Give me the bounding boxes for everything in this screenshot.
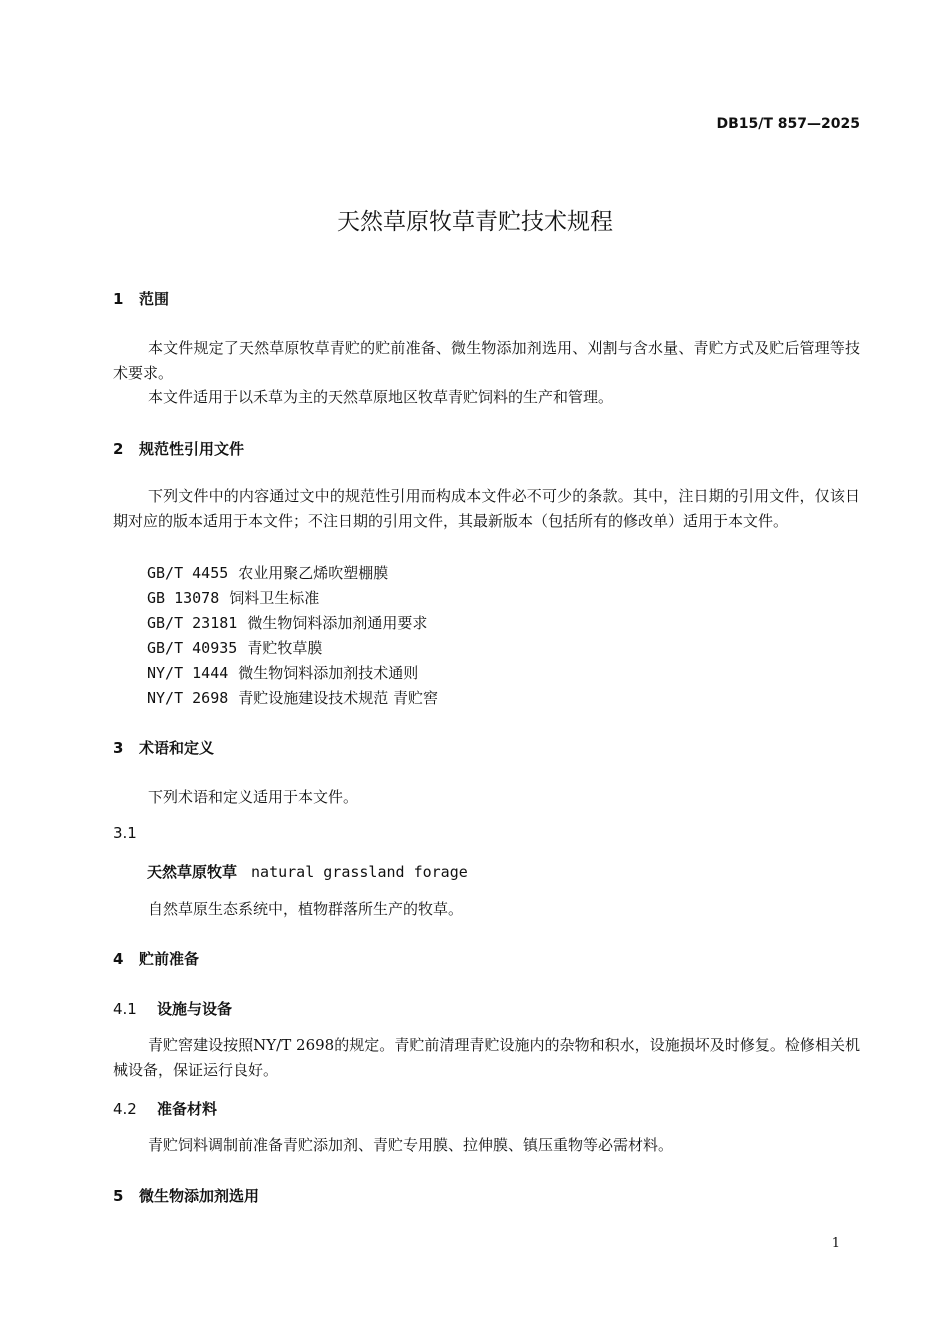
section-title: 术语和定义: [139, 739, 215, 757]
reference-code: NY/T 1444: [147, 664, 229, 682]
subsection-4-2-paragraph: 青贮饲料调制前准备青贮添加剂、青贮专用膜、拉伸膜、镇压重物等必需材料。: [148, 1136, 674, 1154]
term-entry: [147, 861, 468, 882]
subsection-number: 4.2: [113, 1100, 137, 1118]
reference-name: 微生物饲料添加剂通用要求: [247, 614, 428, 632]
section-number: 1: [113, 290, 124, 308]
reference-item: [147, 637, 322, 658]
subsection-4-2-heading: [113, 1098, 217, 1119]
section-1-heading: [113, 288, 169, 309]
page-number: 1: [831, 1236, 840, 1251]
section-3-heading: [113, 737, 214, 758]
subsection-title: 准备材料: [157, 1100, 218, 1118]
section-title: 规范性引用文件: [139, 440, 245, 458]
term-english: natural grassland forage: [251, 863, 468, 881]
reference-name: 青贮牧草膜: [247, 639, 323, 657]
section-2-heading: [113, 438, 244, 459]
subsection-4-1-paragraph: 青贮窖建设按照NY/T 2698的规定。青贮前清理青贮设施内的杂物和积水，设施损坏及时修复。检修相关机械设备，保证运行良好。: [113, 1036, 860, 1079]
section-1-paragraph-1: 本文件规定了天然草原牧草青贮的贮前准备、微生物添加剂选用、刈割与含水量、青贮方式及贮后管理等技术要求。: [113, 339, 860, 382]
reference-item: [147, 612, 427, 633]
reference-name: 微生物饲料添加剂技术通则: [238, 664, 419, 682]
subsection-title: 设施与设备: [157, 1000, 233, 1018]
reference-code: GB 13078: [147, 589, 220, 607]
reference-code: NY/T 2698: [147, 689, 229, 707]
document-title: 天然草原牧草青贮技术规程: [337, 209, 613, 235]
reference-code: GB/T 4455: [147, 564, 229, 582]
section-title: 范围: [139, 290, 170, 308]
reference-item: [147, 562, 388, 583]
reference-code: GB/T 23181: [147, 614, 238, 632]
reference-name: 青贮设施建设技术规范 青贮窖: [238, 689, 439, 707]
section-1-paragraph-2: 本文件适用于以禾草为主的天然草原地区牧草青贮饲料的生产和管理。: [148, 388, 614, 406]
section-number: 2: [113, 440, 124, 458]
reference-name: 饲料卫生标准: [229, 589, 320, 607]
section-5-heading: [113, 1185, 259, 1206]
subsection-number: 4.1: [113, 1000, 137, 1018]
section-2-paragraph-1: 下列文件中的内容通过文中的规范性引用而构成本文件必不可少的条款。其中，注日期的引用文件，仅该日期对应的版本适用于本文件；不注日期的引用文件，其最新版本（包括所有的修改单）适用于本文件。: [113, 487, 860, 530]
section-number: 4: [113, 950, 124, 968]
reference-code: GB/T 40935: [147, 639, 238, 657]
section-title: 微生物添加剂选用: [139, 1187, 260, 1205]
subsection-4-1-heading: [113, 998, 232, 1019]
section-number: 3: [113, 739, 124, 757]
section-title: 贮前准备: [139, 950, 200, 968]
section-3-paragraph-1: 下列术语和定义适用于本文件。: [148, 788, 359, 806]
reference-item: [147, 662, 418, 683]
reference-name: 农业用聚乙烯吹塑棚膜: [238, 564, 389, 582]
reference-item: [147, 687, 438, 708]
term-definition: 自然草原生态系统中，植物群落所生产的牧草。: [148, 900, 464, 918]
term-number: 3.1: [113, 824, 137, 842]
section-number: 5: [113, 1187, 124, 1205]
section-4-heading: [113, 948, 199, 969]
reference-item: [147, 587, 319, 608]
term-chinese: 天然草原牧草: [147, 863, 238, 881]
document-number: DB15/T 857—2025: [716, 116, 860, 132]
